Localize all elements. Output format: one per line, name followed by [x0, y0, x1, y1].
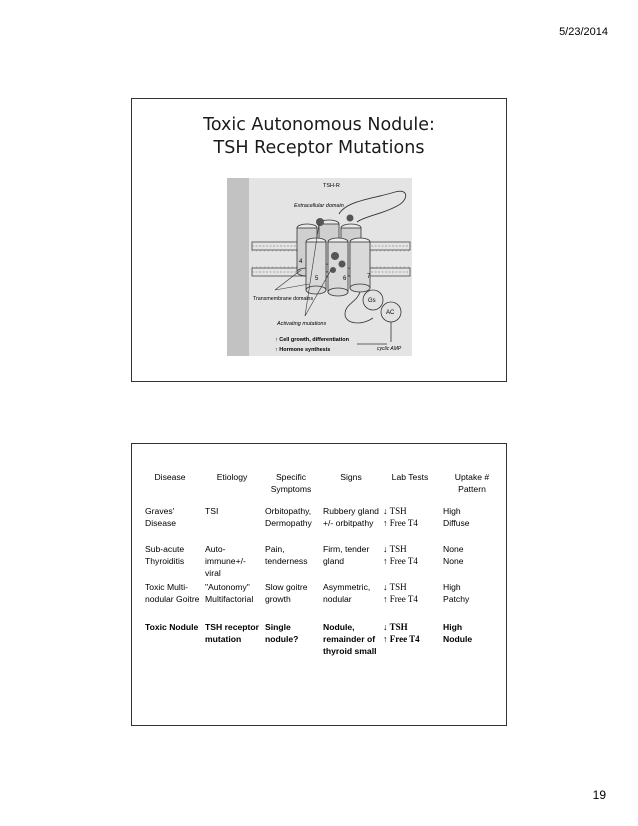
cell-lab-tsh: ↓ TSH	[383, 506, 407, 516]
slide-tsh-receptor	[131, 98, 507, 382]
cell-lab-tsh: ↓ TSH	[383, 582, 407, 592]
cell-etiology: TSI	[205, 506, 219, 516]
cell-uptake: High	[443, 582, 461, 592]
cell-disease: Toxic Multi-nodular Goitre	[145, 582, 200, 604]
helix-label-6: 6	[343, 276, 347, 282]
helix-label-5: 5	[315, 276, 319, 282]
slide-title	[132, 114, 506, 160]
cell-lab-t4: ↑ Free T4	[383, 594, 418, 604]
table-header-lab-tests: Lab Tests	[391, 472, 429, 482]
cell-etiology: Auto-immune+/-viral	[205, 544, 246, 578]
cell-etiology: TSH receptor mutation	[205, 622, 259, 644]
cell-symptoms: Single nodule?	[265, 622, 299, 644]
cell-symptoms: Orbitopathy, Dermopathy	[265, 506, 312, 528]
cell-signs: Nodule, remainder of thyroid small	[323, 622, 377, 656]
table-header-disease: Disease	[154, 472, 186, 482]
label-cyclic-amp: cyclic AMP	[377, 346, 402, 352]
cell-uptake: High	[443, 622, 463, 632]
ac-label: AC	[386, 310, 395, 316]
table-header-symptoms: Specific Symptoms	[270, 472, 312, 494]
label-activating-mutations: Activating mutations	[277, 321, 327, 327]
cell-signs: Firm, tender gland	[323, 544, 370, 566]
table-header-signs: Signs	[340, 472, 362, 482]
label-extracellular-domain: Extracellular domain	[294, 203, 344, 209]
slide-thyrotoxicosis-table	[131, 443, 507, 726]
cell-signs: Asymmetric, nodular	[323, 582, 371, 604]
cell-uptake: High	[443, 506, 461, 516]
table-header-uptake: Uptake # Pattern	[454, 472, 490, 494]
page-date: 5/23/2014	[559, 26, 608, 38]
cell-lab-t4: ↑ Free T4	[383, 556, 418, 566]
label-transmembrane-domains: Transmembrane domains	[253, 296, 314, 302]
slide-title-line1: Toxic Autonomous Nodule:	[203, 115, 435, 135]
slide-title-line2: TSH Receptor Mutations	[213, 138, 425, 158]
cell-symptoms: Pain, tenderness	[265, 544, 308, 566]
cell-signs: Rubbery gland +/- orbitpathy	[323, 506, 379, 528]
helix-label-7: 7	[367, 274, 371, 280]
table-header-etiology: Etiology	[216, 472, 248, 482]
cell-lab-tsh: ↓ TSH	[383, 544, 407, 554]
helix-label-4: 4	[299, 259, 303, 265]
tsh-receptor-diagram	[227, 178, 412, 356]
label-hormone-synthesis: ↑ Hormone synthesis	[275, 347, 331, 353]
cell-etiology: "Autonomy" Multifactorial	[205, 582, 254, 604]
cell-pattern: None	[443, 556, 464, 566]
cell-uptake: None	[443, 544, 464, 554]
cell-lab-tsh: ↓ TSH	[383, 622, 408, 632]
cell-pattern: Patchy	[443, 594, 470, 604]
cell-lab-t4: ↑ Free T4	[383, 518, 418, 528]
cell-pattern: Diffuse	[443, 518, 470, 528]
gs-label: Gs	[368, 298, 376, 304]
cell-disease: Toxic Nodule	[145, 622, 199, 632]
cell-pattern: Nodule	[443, 634, 473, 644]
cell-lab-t4: ↑ Free T4	[383, 634, 420, 644]
cell-disease: Graves' Disease	[145, 506, 177, 528]
label-tsh-r: TSH-R	[323, 183, 340, 189]
label-cell-growth: ↑ Cell growth, differentiation	[275, 337, 349, 343]
cell-disease: Sub-acute Thyroiditis	[145, 544, 185, 566]
cell-symptoms: Slow goitre growth	[265, 582, 308, 604]
page-number: 19	[592, 788, 606, 802]
